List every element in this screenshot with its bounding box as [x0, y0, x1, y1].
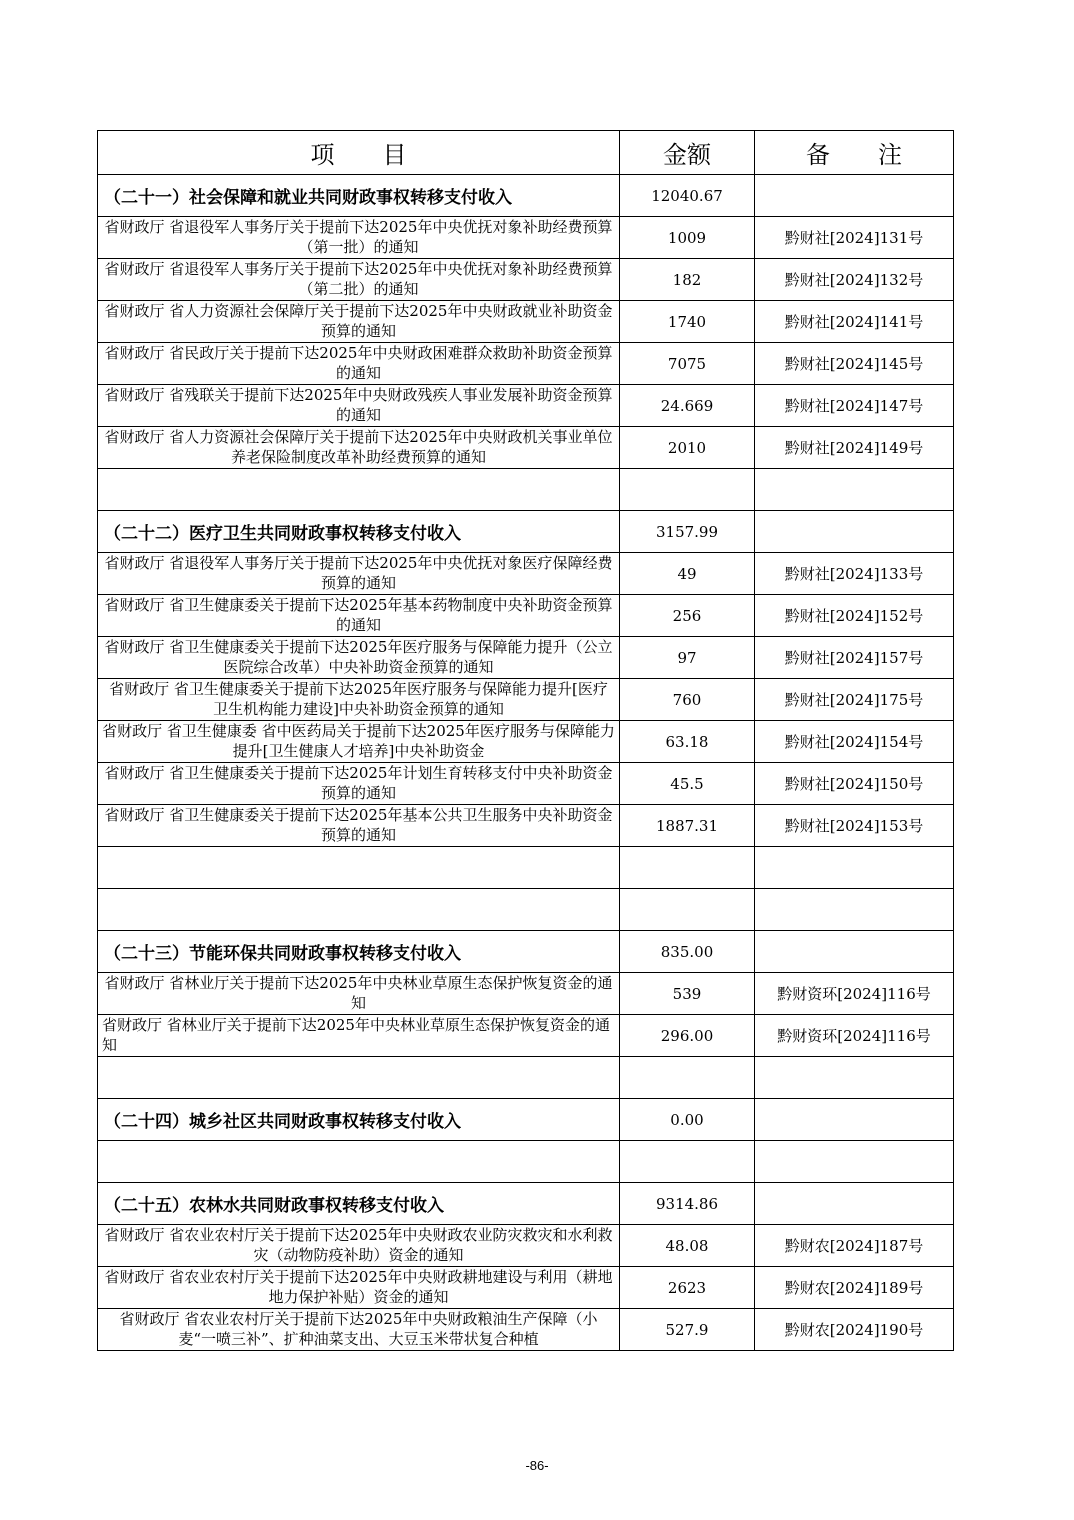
item-title-text: 省财政厅 省退役军人事务厅关于提前下达2025年中央优抚对象补助经费预算（第二批）的通知: [104, 260, 613, 298]
table-row: [98, 763, 954, 805]
amount-cell: 49: [620, 553, 755, 595]
item-title: [98, 595, 620, 637]
amount-cell: [620, 889, 755, 931]
blank-row: [98, 847, 954, 889]
note-cell: 黔财社[2024]145号: [755, 343, 954, 385]
budget-table: [97, 130, 954, 1351]
note-cell: [755, 931, 954, 973]
section-row: [98, 1099, 954, 1141]
table-row: [98, 595, 954, 637]
amount-cell: 182: [620, 259, 755, 301]
item-title-text: 省财政厅 省卫生健康委关于提前下达2025年基本药物制度中央补助资金预算的通知: [104, 596, 613, 634]
blank-cell: [98, 1057, 620, 1099]
amount-cell: 2010: [620, 427, 755, 469]
header-amount: 金额: [620, 131, 755, 175]
note-cell: 黔财社[2024]175号: [755, 679, 954, 721]
note-cell: [755, 889, 954, 931]
item-title: [98, 259, 620, 301]
amount-cell: 24.669: [620, 385, 755, 427]
item-title-text: 省财政厅 省农业农村厅关于提前下达2025年中央财政农业防灾救灾和水利救灾（动物防疫补助）资金的通知: [104, 1226, 613, 1264]
note-cell: [755, 1183, 954, 1225]
amount-cell: [620, 1057, 755, 1099]
note-cell: 黔财社[2024]141号: [755, 301, 954, 343]
amount-cell: 48.08: [620, 1225, 755, 1267]
item-title: [98, 1225, 620, 1267]
blank-row: [98, 469, 954, 511]
item-title-text: 省财政厅 省退役军人事务厅关于提前下达2025年中央优抚对象补助经费预算（第一批）的通知: [104, 218, 613, 256]
amount-cell: 45.5: [620, 763, 755, 805]
item-title-text: 省财政厅 省卫生健康委关于提前下达2025年医疗服务与保障能力提升（公立医院综合改革）中央补助资金预算的通知: [104, 638, 613, 676]
section-title: （二十四）城乡社区共同财政事权转移支付收入: [98, 1099, 620, 1141]
item-title-text: 省财政厅 省人力资源社会保障厅关于提前下达2025年中央财政机关事业单位养老保险制度改革补助经费预算的通知: [104, 428, 613, 466]
table-row: [98, 1015, 954, 1057]
table-row: [98, 1225, 954, 1267]
blank-cell: [98, 847, 620, 889]
item-title: [98, 973, 620, 1015]
note-cell: [755, 175, 954, 217]
section-title: （二十三）节能环保共同财政事权转移支付收入: [98, 931, 620, 973]
amount-cell: 97: [620, 637, 755, 679]
note-cell: 黔财农[2024]190号: [755, 1309, 954, 1351]
amount-cell: 2623: [620, 1267, 755, 1309]
item-title: [98, 343, 620, 385]
header-note: 备 注: [755, 131, 954, 175]
table-row: [98, 259, 954, 301]
item-title: [98, 301, 620, 343]
amount-cell: 9314.86: [620, 1183, 755, 1225]
note-cell: 黔财社[2024]133号: [755, 553, 954, 595]
item-title: [98, 763, 620, 805]
section-title: （二十五）农林水共同财政事权转移支付收入: [98, 1183, 620, 1225]
table-row: [98, 301, 954, 343]
amount-cell: 63.18: [620, 721, 755, 763]
item-title-text: 省财政厅 省卫生健康委 省中医药局关于提前下达2025年医疗服务与保障能力提升[卫生健康人才培养]中央补助资金: [102, 722, 615, 760]
item-title-text: 省财政厅 省林业厅关于提前下达2025年中央林业草原生态保护恢复资金的通知: [102, 1016, 610, 1054]
amount-cell: [620, 469, 755, 511]
item-title: [98, 1267, 620, 1309]
amount-cell: 1740: [620, 301, 755, 343]
amount-cell: 0.00: [620, 1099, 755, 1141]
item-title: [98, 385, 620, 427]
item-title-text: 省财政厅 省卫生健康委关于提前下达2025年基本公共卫生服务中央补助资金预算的通知: [104, 806, 613, 844]
note-cell: 黔财资环[2024]116号: [755, 973, 954, 1015]
note-cell: [755, 469, 954, 511]
table-row: [98, 1267, 954, 1309]
section-row: [98, 931, 954, 973]
amount-cell: [620, 847, 755, 889]
note-cell: 黔财社[2024]152号: [755, 595, 954, 637]
table-row: [98, 427, 954, 469]
item-title: [98, 721, 620, 763]
item-title: [98, 217, 620, 259]
section-row: [98, 511, 954, 553]
section-title: （二十一）社会保障和就业共同财政事权转移支付收入: [98, 175, 620, 217]
item-title: [98, 679, 620, 721]
blank-cell: [98, 1141, 620, 1183]
note-cell: [755, 847, 954, 889]
section-title: （二十二）医疗卫生共同财政事权转移支付收入: [98, 511, 620, 553]
blank-row: [98, 1141, 954, 1183]
item-title-text: 省财政厅 省卫生健康委关于提前下达2025年医疗服务与保障能力提升[医疗卫生机构能力建设]中央补助资金预算的通知: [109, 680, 608, 718]
table-row: [98, 973, 954, 1015]
note-cell: [755, 1057, 954, 1099]
section-row: [98, 1183, 954, 1225]
note-cell: [755, 1099, 954, 1141]
amount-cell: 3157.99: [620, 511, 755, 553]
table-row: [98, 217, 954, 259]
note-cell: [755, 1141, 954, 1183]
amount-cell: 12040.67: [620, 175, 755, 217]
table-row: [98, 553, 954, 595]
header-item: 项 目: [98, 131, 620, 175]
note-cell: 黔财农[2024]187号: [755, 1225, 954, 1267]
table-row: [98, 1309, 954, 1351]
amount-cell: 527.9: [620, 1309, 755, 1351]
amount-cell: 7075: [620, 343, 755, 385]
note-cell: 黔财社[2024]154号: [755, 721, 954, 763]
amount-cell: [620, 1141, 755, 1183]
amount-cell: 296.00: [620, 1015, 755, 1057]
item-title: [98, 553, 620, 595]
amount-cell: 760: [620, 679, 755, 721]
amount-cell: 539: [620, 973, 755, 1015]
note-cell: 黔财社[2024]157号: [755, 637, 954, 679]
table-row: [98, 637, 954, 679]
note-cell: 黔财社[2024]132号: [755, 259, 954, 301]
amount-cell: 1009: [620, 217, 755, 259]
table-row: [98, 679, 954, 721]
note-cell: 黔财社[2024]150号: [755, 763, 954, 805]
item-title-text: 省财政厅 省农业农村厅关于提前下达2025年中央财政粮油生产保障（小麦“一喷三补”、扩种油菜支出、大豆玉米带状复合种植: [119, 1310, 598, 1348]
item-title: [98, 1015, 620, 1057]
note-cell: 黔财社[2024]131号: [755, 217, 954, 259]
note-cell: 黔财农[2024]189号: [755, 1267, 954, 1309]
amount-cell: 835.00: [620, 931, 755, 973]
amount-cell: 256: [620, 595, 755, 637]
note-cell: 黔财资环[2024]116号: [755, 1015, 954, 1057]
amount-cell: 1887.31: [620, 805, 755, 847]
item-title: [98, 1309, 620, 1351]
note-cell: 黔财社[2024]149号: [755, 427, 954, 469]
item-title-text: 省财政厅 省民政厅关于提前下达2025年中央财政困难群众救助补助资金预算的通知: [104, 344, 613, 382]
blank-cell: [98, 469, 620, 511]
blank-row: [98, 889, 954, 931]
note-cell: [755, 511, 954, 553]
item-title-text: 省财政厅 省残联关于提前下达2025年中央财政残疾人事业发展补助资金预算的通知: [104, 386, 613, 424]
item-title-text: 省财政厅 省林业厅关于提前下达2025年中央林业草原生态保护恢复资金的通知: [104, 974, 613, 1012]
note-cell: 黔财社[2024]153号: [755, 805, 954, 847]
note-cell: 黔财社[2024]147号: [755, 385, 954, 427]
item-title-text: 省财政厅 省人力资源社会保障厅关于提前下达2025年中央财政就业补助资金预算的通知: [104, 302, 613, 340]
item-title-text: 省财政厅 省卫生健康委关于提前下达2025年计划生育转移支付中央补助资金预算的通知: [104, 764, 613, 802]
table-row: [98, 385, 954, 427]
item-title-text: 省财政厅 省农业农村厅关于提前下达2025年中央财政耕地建设与利用（耕地地力保护补贴）资金的通知: [104, 1268, 613, 1306]
table-row: [98, 343, 954, 385]
item-title-text: 省财政厅 省退役军人事务厅关于提前下达2025年中央优抚对象医疗保障经费预算的通知: [104, 554, 613, 592]
blank-cell: [98, 889, 620, 931]
table-header-row: [98, 131, 954, 175]
page-number: -86-: [525, 1458, 549, 1473]
item-title: [98, 637, 620, 679]
table-row: [98, 805, 954, 847]
item-title: [98, 427, 620, 469]
section-row: [98, 175, 954, 217]
item-title: [98, 805, 620, 847]
table-row: [98, 721, 954, 763]
blank-row: [98, 1057, 954, 1099]
